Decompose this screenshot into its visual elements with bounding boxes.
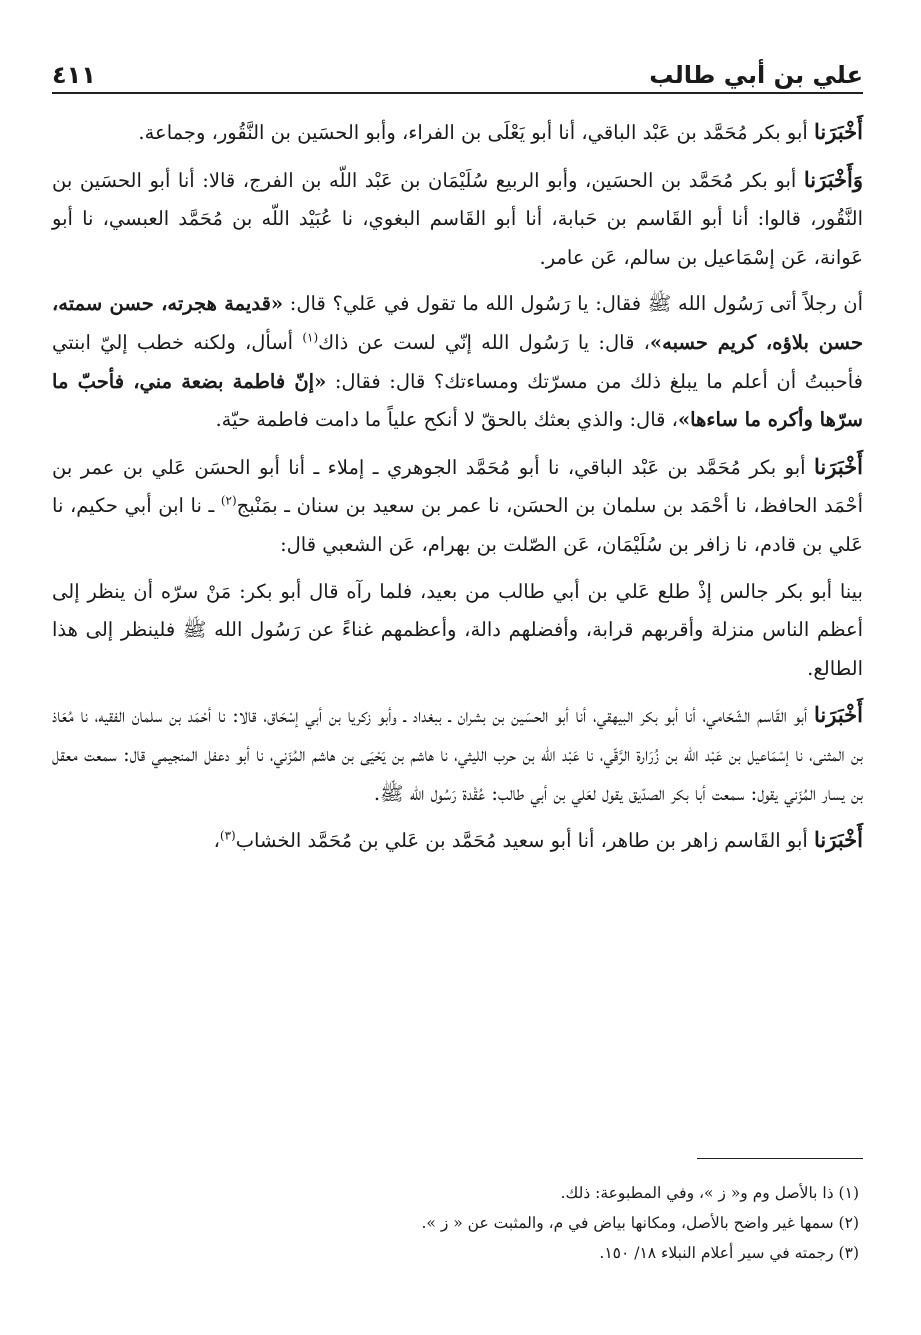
- page-header: [52, 58, 863, 94]
- footnote-2: (٢) سمها غير واضح بالأصل، ومكانها بياض في م، والمثبت عن « ز ».: [421, 1214, 859, 1232]
- hadith-quote: «قديمة هجرته، حسن سمته، حسن بلاؤه، كريم حسبه»: [52, 292, 864, 354]
- akhbarana-lead: أَخْبَرَنا: [814, 453, 863, 479]
- paragraph-text: أبو بكر مُحَمَّد بن عَبْد الباقي، نا أبو مُحَمَّد الجوهري ـ إملاء ـ أنا أبو الحسَن عَلي بن عمر بن أحْمَد الحافظ، نا أحْمَد بن سلمان بن الحسَن، نا عمر بن سعيد بن سنان ـ بمَنْبج: [52, 455, 863, 518]
- footnote-marker: (٣): [219, 828, 236, 843]
- akhbarana-lead: أَخْبَرَنا: [814, 702, 863, 728]
- paragraph-text: أبو بكر مُحَمَّد بن عَبْد الباقي، أنا أبو يَعْلَى بن الفراء، وأبو الحسَين بن النَّقُور، وجماعة.: [138, 121, 815, 144]
- akhbarana-lead: وَأَخْبَرَنا: [803, 166, 863, 192]
- paragraph-text: ـ نا ابن أبي حكيم، نا عَلي بن قادم، نا زافر بن سُلَيْمَان، عَن الصّلت بن بهرام، عَن الشعبي قال:: [52, 494, 863, 556]
- footnote-marker: (١): [302, 330, 319, 345]
- paragraph-7: [52, 821, 863, 861]
- akhbarana-lead: أَخْبَرَنا: [814, 827, 863, 853]
- paragraph-text: أبو القَاسم الشّحّامي، أنا أبو بكر البيهقي، أنا أبو الحسَين بن بشران ـ ببغداد ـ وأبو زكريا بن أبي إسْحَاق، قالا: نا أحْمَد بن سلمان الفقيه، نا مُعَاذ بن المثنى، نا إسْمَاعيل بن عَبْد اللّه بن زُرَارة الرَّقّي، نا عَبْد اللّه بن حرب الليثي، نا هاشم بن يَحْيَى بن هاشم المُزَني، نا أبو دعفل المنجيمي قال: سمعت معقل بن يسار المُزَني يقول: سمعت أبا بكر الصدّيق يقول لعَلي بن أبي طالب: عُقْدة رَسُول الله ﷺ.: [52, 704, 864, 805]
- akhbarana-lead: أَخْبَرَنا: [814, 119, 863, 144]
- paragraph-text: ، قال: والذي بعثك بالحقّ لا أنكح علياً ما دامت فاطمة حيّة.: [215, 408, 678, 432]
- paragraph-6: [52, 696, 863, 813]
- paragraph-4: [52, 448, 863, 565]
- paragraph-1: [52, 113, 863, 153]
- paragraph-text: أبو القَاسم زاهر بن طاهر، أنا أبو سعيد مُحَمَّد بن عَلي بن مُحَمَّد الخشاب: [235, 829, 815, 853]
- footnote-separator: [697, 1158, 863, 1159]
- hadith-quote: «إنّ فاطمة بضعة مني، فأحبّ ما سرّها وأكره ما ساءها»: [52, 369, 863, 432]
- main-text: [52, 113, 863, 869]
- paragraph-5: [52, 573, 863, 689]
- paragraph-text: بينا أبو بكر جالس إذْ طلع عَلي بن أبي طالب من بعيد، فلما رآه قال أبو بكر: مَنْ سرّه أن ينظر إلى أعظم الناس منزلة وأقربهم قرابة، وأفضلهم دالة، وأعظمهم غناءً عن رَسُول الله ﷺ فلينظر إلى هذا الطالع.: [52, 579, 863, 680]
- paragraph-text: أسأل، ولكنه خطب إليّ ابنتي فأحببتُ أن أعلم ما يبلغ ذلك من مسرّتك ومساءتك؟ قال: فقال:: [52, 330, 863, 393]
- paragraph-3: [52, 285, 863, 439]
- footnote-1: (١) ذا بالأصل وم و« ز »، وفي المطبوعة: ذلك.: [560, 1184, 859, 1202]
- footnotes: [52, 1178, 859, 1268]
- running-title: علي بن أبي طالب: [649, 61, 863, 89]
- paragraph-text: ، قال: يا رَسُول الله إنّي لست عن ذاك: [318, 330, 650, 354]
- page-number: ٤١١: [52, 61, 96, 89]
- paragraph-text: ،: [213, 829, 220, 853]
- footnote-marker: (٢): [220, 493, 237, 508]
- footnote-3: (٣) رجمته في سير أعلام النبلاء ١٨/ ١٥٠.: [599, 1244, 859, 1262]
- paragraph-text: أن رجلاً أتى رَسُول الله ﷺ فقال: يا رَسُول الله ما تقول في عَلي؟ قال:: [283, 292, 863, 316]
- paragraph-text: أبو بكر مُحَمَّد بن الحسَين، وأبو الربيع سُلَيْمَان بن عَبْد اللّه بن الفرج، قالا: أنا أبو الحسَين بن النَّقُور، قالوا: أنا أبو القَاسم بن حَبابة، أنا أبو القَاسم البغوي، نا عُبَيْد اللّه بن مُحَمَّد العبسي، نا أبو عَوانة، عَن إسْمَاعيل بن سالم، عَن عامر.: [52, 168, 863, 269]
- paragraph-2: [52, 161, 863, 278]
